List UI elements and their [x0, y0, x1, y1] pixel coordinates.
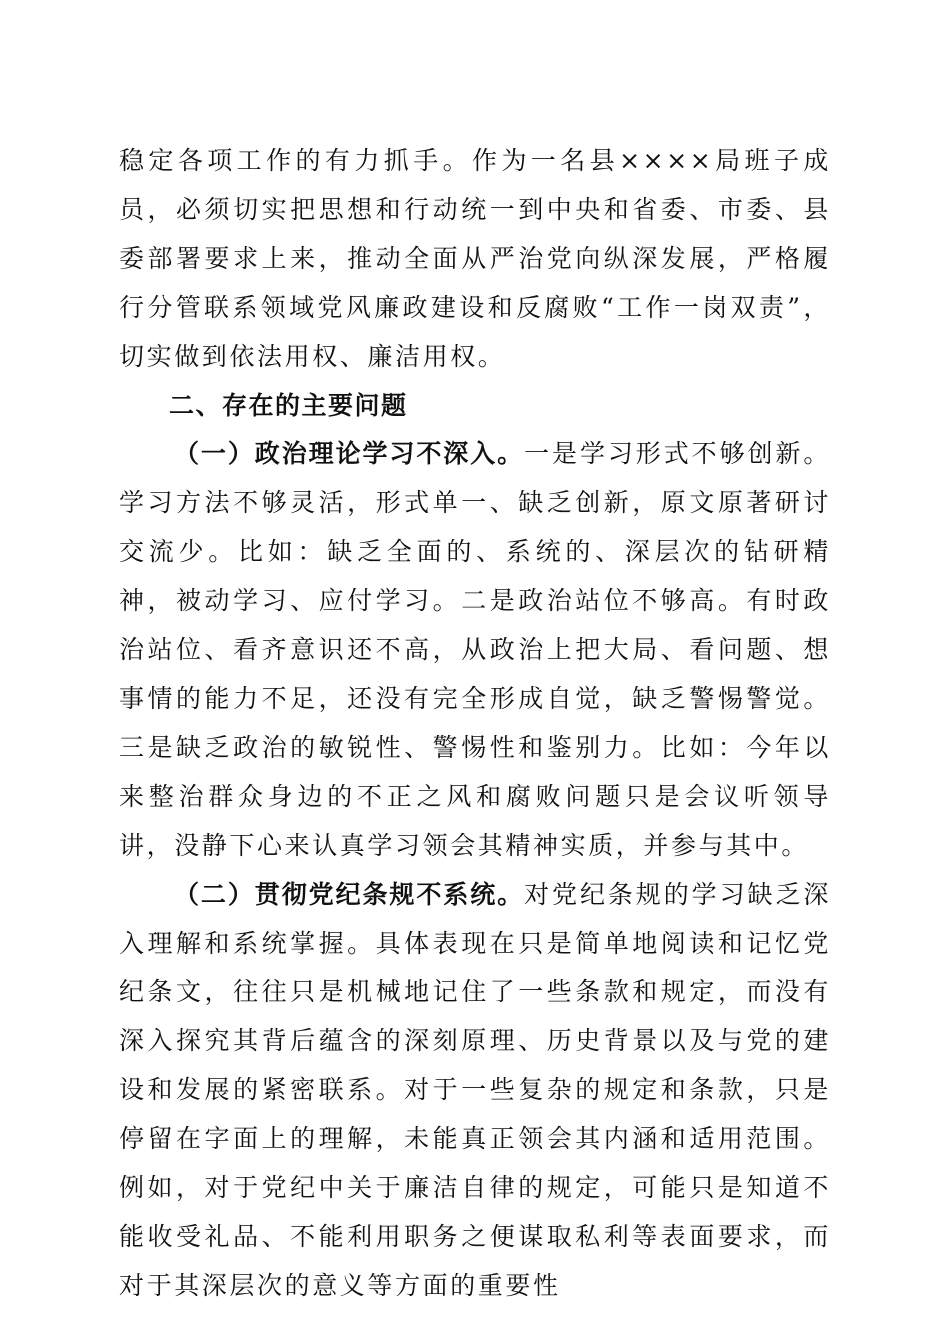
problem-item-1-body: 一是学习形式不够创新。学习方法不够灵活，形式单一、缺乏创新，原文原著研讨交流少。比如：缺乏全面的、系统的、深层次的钻研精神，被动学习、应付学习。二是政治站位不够高。有时政治站位、看齐意识还不高，从政治上把大局、看问题、想事情的能力不足，还没有完全形成自觉，缺乏警惕警觉。三是缺乏政治的敏锐性、警惕性和鉴别力。比如：今年以来整治群众身边的不正之风和腐败问题只是会议听领导讲，没静下心来认真学习领会其精神实质，并参与其中。: [119, 439, 831, 860]
problem-item-2: [119, 871, 831, 1311]
problem-item-2-body: 对党纪条规的学习缺乏深入理解和系统掌握。具体表现在只是简单地阅读和记忆党纪条文，往往只是机械地记住了一些条款和规定，而没有深入探究其背后蕴含的深刻原理、历史背景以及与党的建设和发展的紧密联系。对于一些复杂的规定和条款，只是停留在字面上的理解，未能真正领会其内涵和适用范围。例如，对于党纪中关于廉洁自律的规定，可能只是知道不能收受礼品、不能利用职务之便谋取私利等表面要求，而对于其深层次的意义等方面的重要性: [119, 879, 831, 1300]
problem-item-1: [119, 430, 831, 870]
problem-item-2-heading: （二）贯彻党纪条规不系统。: [174, 879, 525, 909]
section-heading-problems: 二、存在的主要问题: [169, 390, 408, 420]
problem-item-1-heading: （一）政治理论学习不深入。: [174, 439, 525, 469]
document-body: [119, 137, 831, 1311]
paragraph-continuation: 稳定各项工作的有力抓手。作为一名县××××局班子成员，必须切实把思想和行动统一到中央和省委、市委、县委部署要求上来，推动全面从严治党向纵深发展，严格履行分管联系领域党风廉政建设和反腐败“工作一岗双责”，切实做到依法用权、廉洁用权。: [119, 146, 831, 371]
